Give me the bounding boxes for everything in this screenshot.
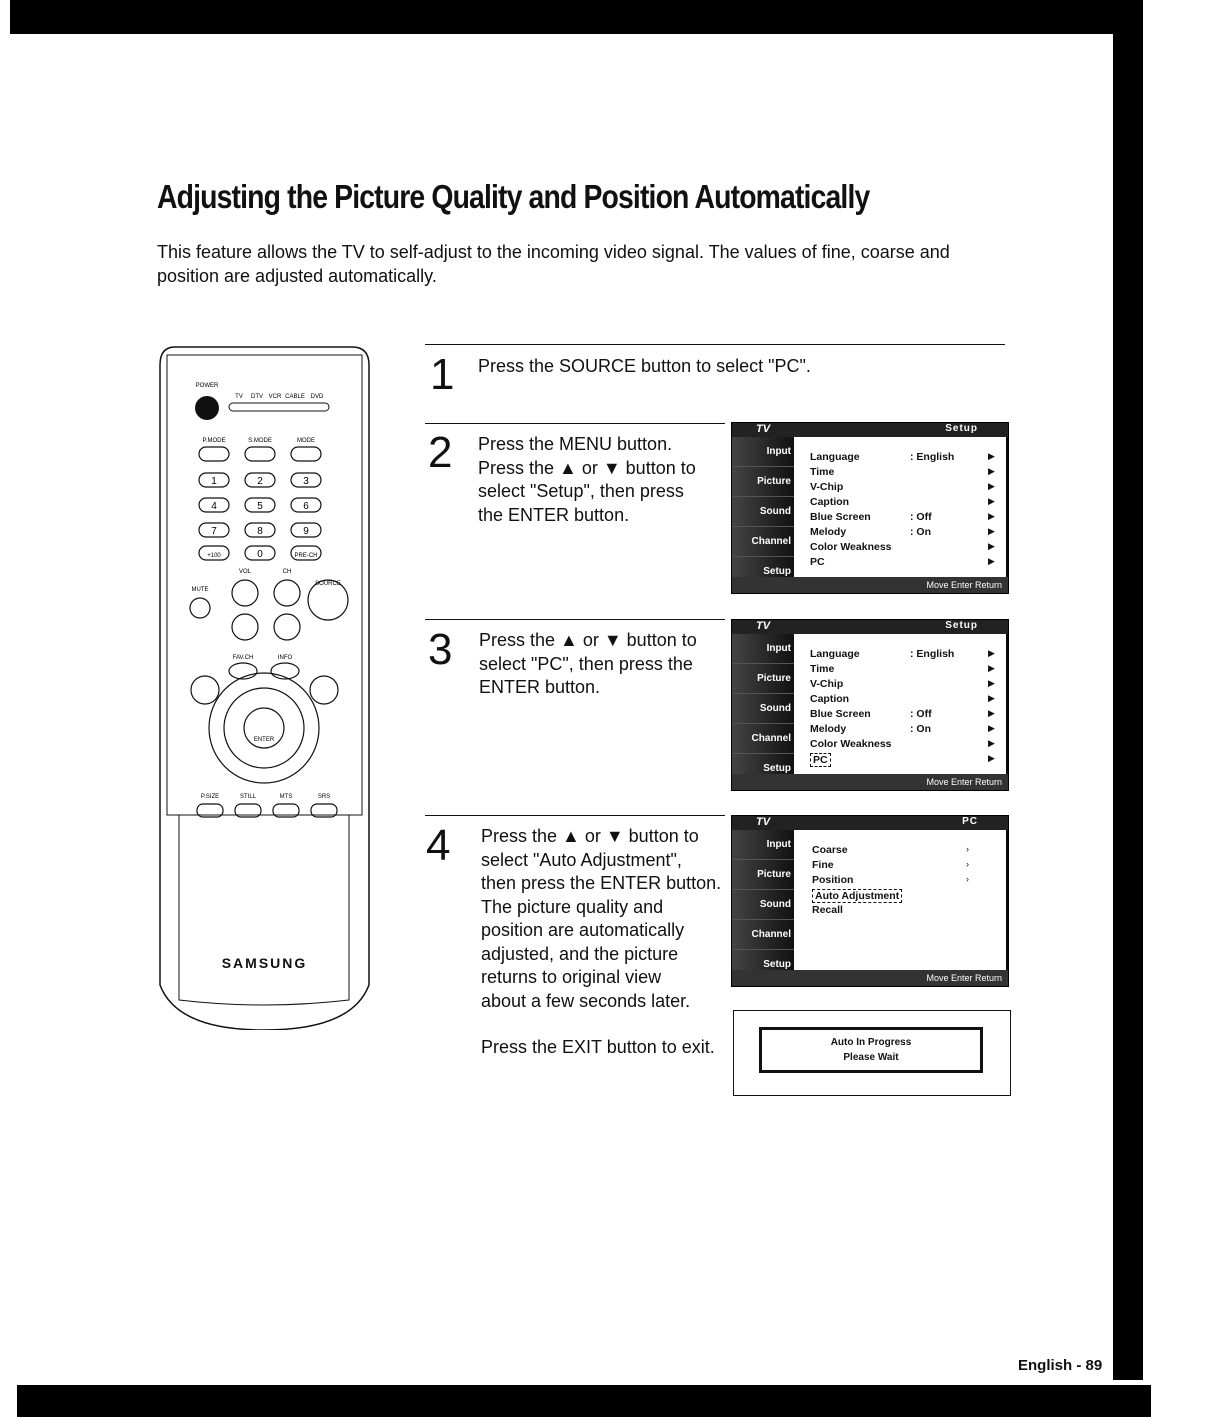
remote-digit-0: 0 [257,549,263,560]
menu-item: Blue Screen [810,511,871,523]
step-2-line: Press the ▲ or ▼ button to [478,457,696,478]
remote-label: DTV [251,394,263,400]
step-4-line: Press the ▲ or ▼ button to [481,826,699,846]
right-border-bar [1113,0,1143,1380]
remote-label: +100 [207,553,221,559]
sidebar-item-setup: Setup [732,950,794,980]
menu-item: Caption [810,496,850,508]
page-footer: English - 89 [1018,1357,1103,1374]
step-4-line: position are automatically [481,920,685,940]
menu-item: Melody [810,526,847,538]
step-2-line: Press the MENU button. [478,434,673,454]
menu-sidebar [732,830,794,976]
remote-label: MUTE [191,587,209,593]
step-4-text [481,825,721,1013]
intro-paragraph: This feature allows the TV to self-adjust to the incoming video signal. The values of fine, coarse and position are adjusted automatically. [157,242,950,286]
remote-digit-3: 3 [303,476,309,487]
menu-item: Recall [812,904,843,916]
remote-label: P.SIZE [200,794,220,800]
tv-label: TV [756,816,771,828]
setup-menu-screen [731,422,1009,594]
menu-item: Fine [812,859,834,871]
step-2-line: the ENTER button. [478,504,630,525]
menu-footer: Move Enter Return [732,970,1008,986]
menu-item: Color Weakness [810,738,892,750]
menu-header: Setup [945,620,978,631]
bottom-border-bar [17,1385,1151,1417]
step-3-rule [425,619,725,620]
pc-menu-screen [731,815,1009,987]
menu-item: V-Chip [810,481,844,493]
remote-control-illustration [157,345,372,1030]
popup-line: Please Wait [843,1052,899,1063]
remote-label: CABLE [285,394,305,400]
remote-digit-6: 6 [303,501,309,512]
menu-item: Melody [810,723,847,735]
remote-label: ENTER [253,737,275,743]
remote-label: POWER [195,383,219,389]
remote-label: S.MODE [248,438,272,444]
step-4-line: about a few seconds later. [481,990,691,1011]
step-4-rule [425,815,725,816]
menu-item: Language [810,451,860,463]
remote-digit-2: 2 [257,476,263,487]
popup-line: Auto In Progress [830,1037,912,1048]
menu-item: Caption [810,693,850,705]
remote-label: FAV.CH [232,655,254,661]
menu-value: : On [910,526,931,538]
remote-digit-1: 1 [211,476,217,487]
menu-footer: Move Enter Return [732,774,1008,790]
sidebar-item-setup: Setup [732,754,794,784]
sidebar-item-picture: Picture [732,860,794,890]
menu-item: Coarse [812,844,848,856]
step-4-number: 4 [426,821,451,870]
sidebar-item-sound: Sound [732,497,794,527]
menu-item-selected: Auto Adjustment [812,889,902,903]
remote-label: PRE-CH [294,553,318,559]
remote-label: CH [282,569,292,575]
sidebar-item-channel: Channel [732,527,794,557]
top-border-bar [10,0,1143,34]
step-2-number: 2 [428,428,453,477]
remote-label: STILL [239,794,257,800]
menu-item: PC [810,556,825,568]
menu-value: : Off [910,511,932,523]
sidebar-item-picture: Picture [732,467,794,497]
step-3-line: select "PC", then press the [479,653,693,674]
menu-item: Language [810,648,860,660]
sidebar-item-sound: Sound [732,694,794,724]
step-4-line: adjusted, and the picture [481,943,679,964]
remote-digit-9: 9 [303,526,309,537]
menu-header: PC [962,816,978,827]
step-2-text [478,433,696,527]
menu-panel: Language : English ▶ Time ▶ V-Chip ▶ Caption ▶ Blue Screen : Off ▶ Melody : On ▶ Color Weakness ▶ PC ▶ [794,437,1006,577]
menu-value: : English [910,648,955,660]
step-4-line: returns to original view [481,967,662,987]
menu-panel: Language : English ▶ Time ▶ V-Chip ▶ Caption ▶ Blue Screen : Off ▶ Melody : On ▶ Color Weakness ▶ PC ▶ [794,634,1006,774]
menu-item: Time [810,466,835,478]
menu-panel: Coarse › Fine › Position › Auto Adjustment Recall [794,830,1006,970]
remote-drawing [157,345,372,1030]
step-2-rule [425,423,725,424]
sidebar-item-sound: Sound [732,890,794,920]
step-1-rule [425,344,1005,345]
remote-label: SOURCE [315,581,341,587]
remote-label: SRS [317,794,331,800]
remote-brand-label: SAMSUNG [221,955,308,971]
step-4-line: The picture quality and [481,896,664,917]
setup-menu-pc-selected-screen [731,619,1009,791]
step-1-text: Press the SOURCE button to select "PC". [478,356,811,376]
menu-item: Blue Screen [810,708,871,720]
sidebar-item-setup: Setup [732,557,794,587]
power-button [195,396,219,420]
menu-header: Setup [945,423,978,434]
sidebar-item-channel: Channel [732,724,794,754]
menu-item-selected: PC [810,753,831,767]
step-4-line: select "Auto Adjustment", [481,849,682,870]
tv-label: TV [756,620,771,632]
remote-label: TV [235,394,243,400]
step-1-number: 1 [430,350,455,399]
sidebar-item-input: Input [732,437,794,467]
remote-digit-8: 8 [257,526,263,537]
menu-sidebar [732,437,794,583]
menu-item: V-Chip [810,678,844,690]
auto-progress-screen [733,1010,1011,1096]
menu-item: Color Weakness [810,541,892,553]
remote-label: DVD [310,394,324,400]
auto-progress-box [759,1027,983,1073]
remote-label: VOL [238,569,252,575]
step-4-line: then press the ENTER button. [481,873,722,893]
sidebar-item-channel: Channel [732,920,794,950]
step-3-text [479,629,697,700]
remote-digit-4: 4 [211,501,217,512]
menu-item: Time [810,663,835,675]
step-3-line: Press the ▲ or ▼ button to [479,630,697,650]
menu-value: : On [910,723,931,735]
remote-label: P.MODE [202,438,226,444]
sidebar-item-input: Input [732,634,794,664]
exit-instruction: Press the EXIT button to exit. [481,1037,715,1057]
remote-digit-7: 7 [211,526,217,537]
remote-label: VCR [268,394,282,400]
remote-label: MTS [279,794,293,800]
step-3-line: ENTER button. [479,677,601,697]
sidebar-item-input: Input [732,830,794,860]
menu-footer: Move Enter Return [732,577,1008,593]
menu-item: Position [812,874,854,886]
remote-digit-5: 5 [257,501,263,512]
step-3-number: 3 [428,625,453,674]
tv-label: TV [756,423,771,435]
remote-label: MODE [297,438,315,444]
menu-sidebar [732,634,794,780]
page-title: Adjusting the Picture Quality and Position Automatically [157,178,870,215]
sidebar-item-picture: Picture [732,664,794,694]
menu-value: : Off [910,708,932,720]
step-2-line: select "Setup", then press [478,481,684,501]
menu-value: : English [910,451,955,463]
remote-label: INFO [277,655,293,661]
